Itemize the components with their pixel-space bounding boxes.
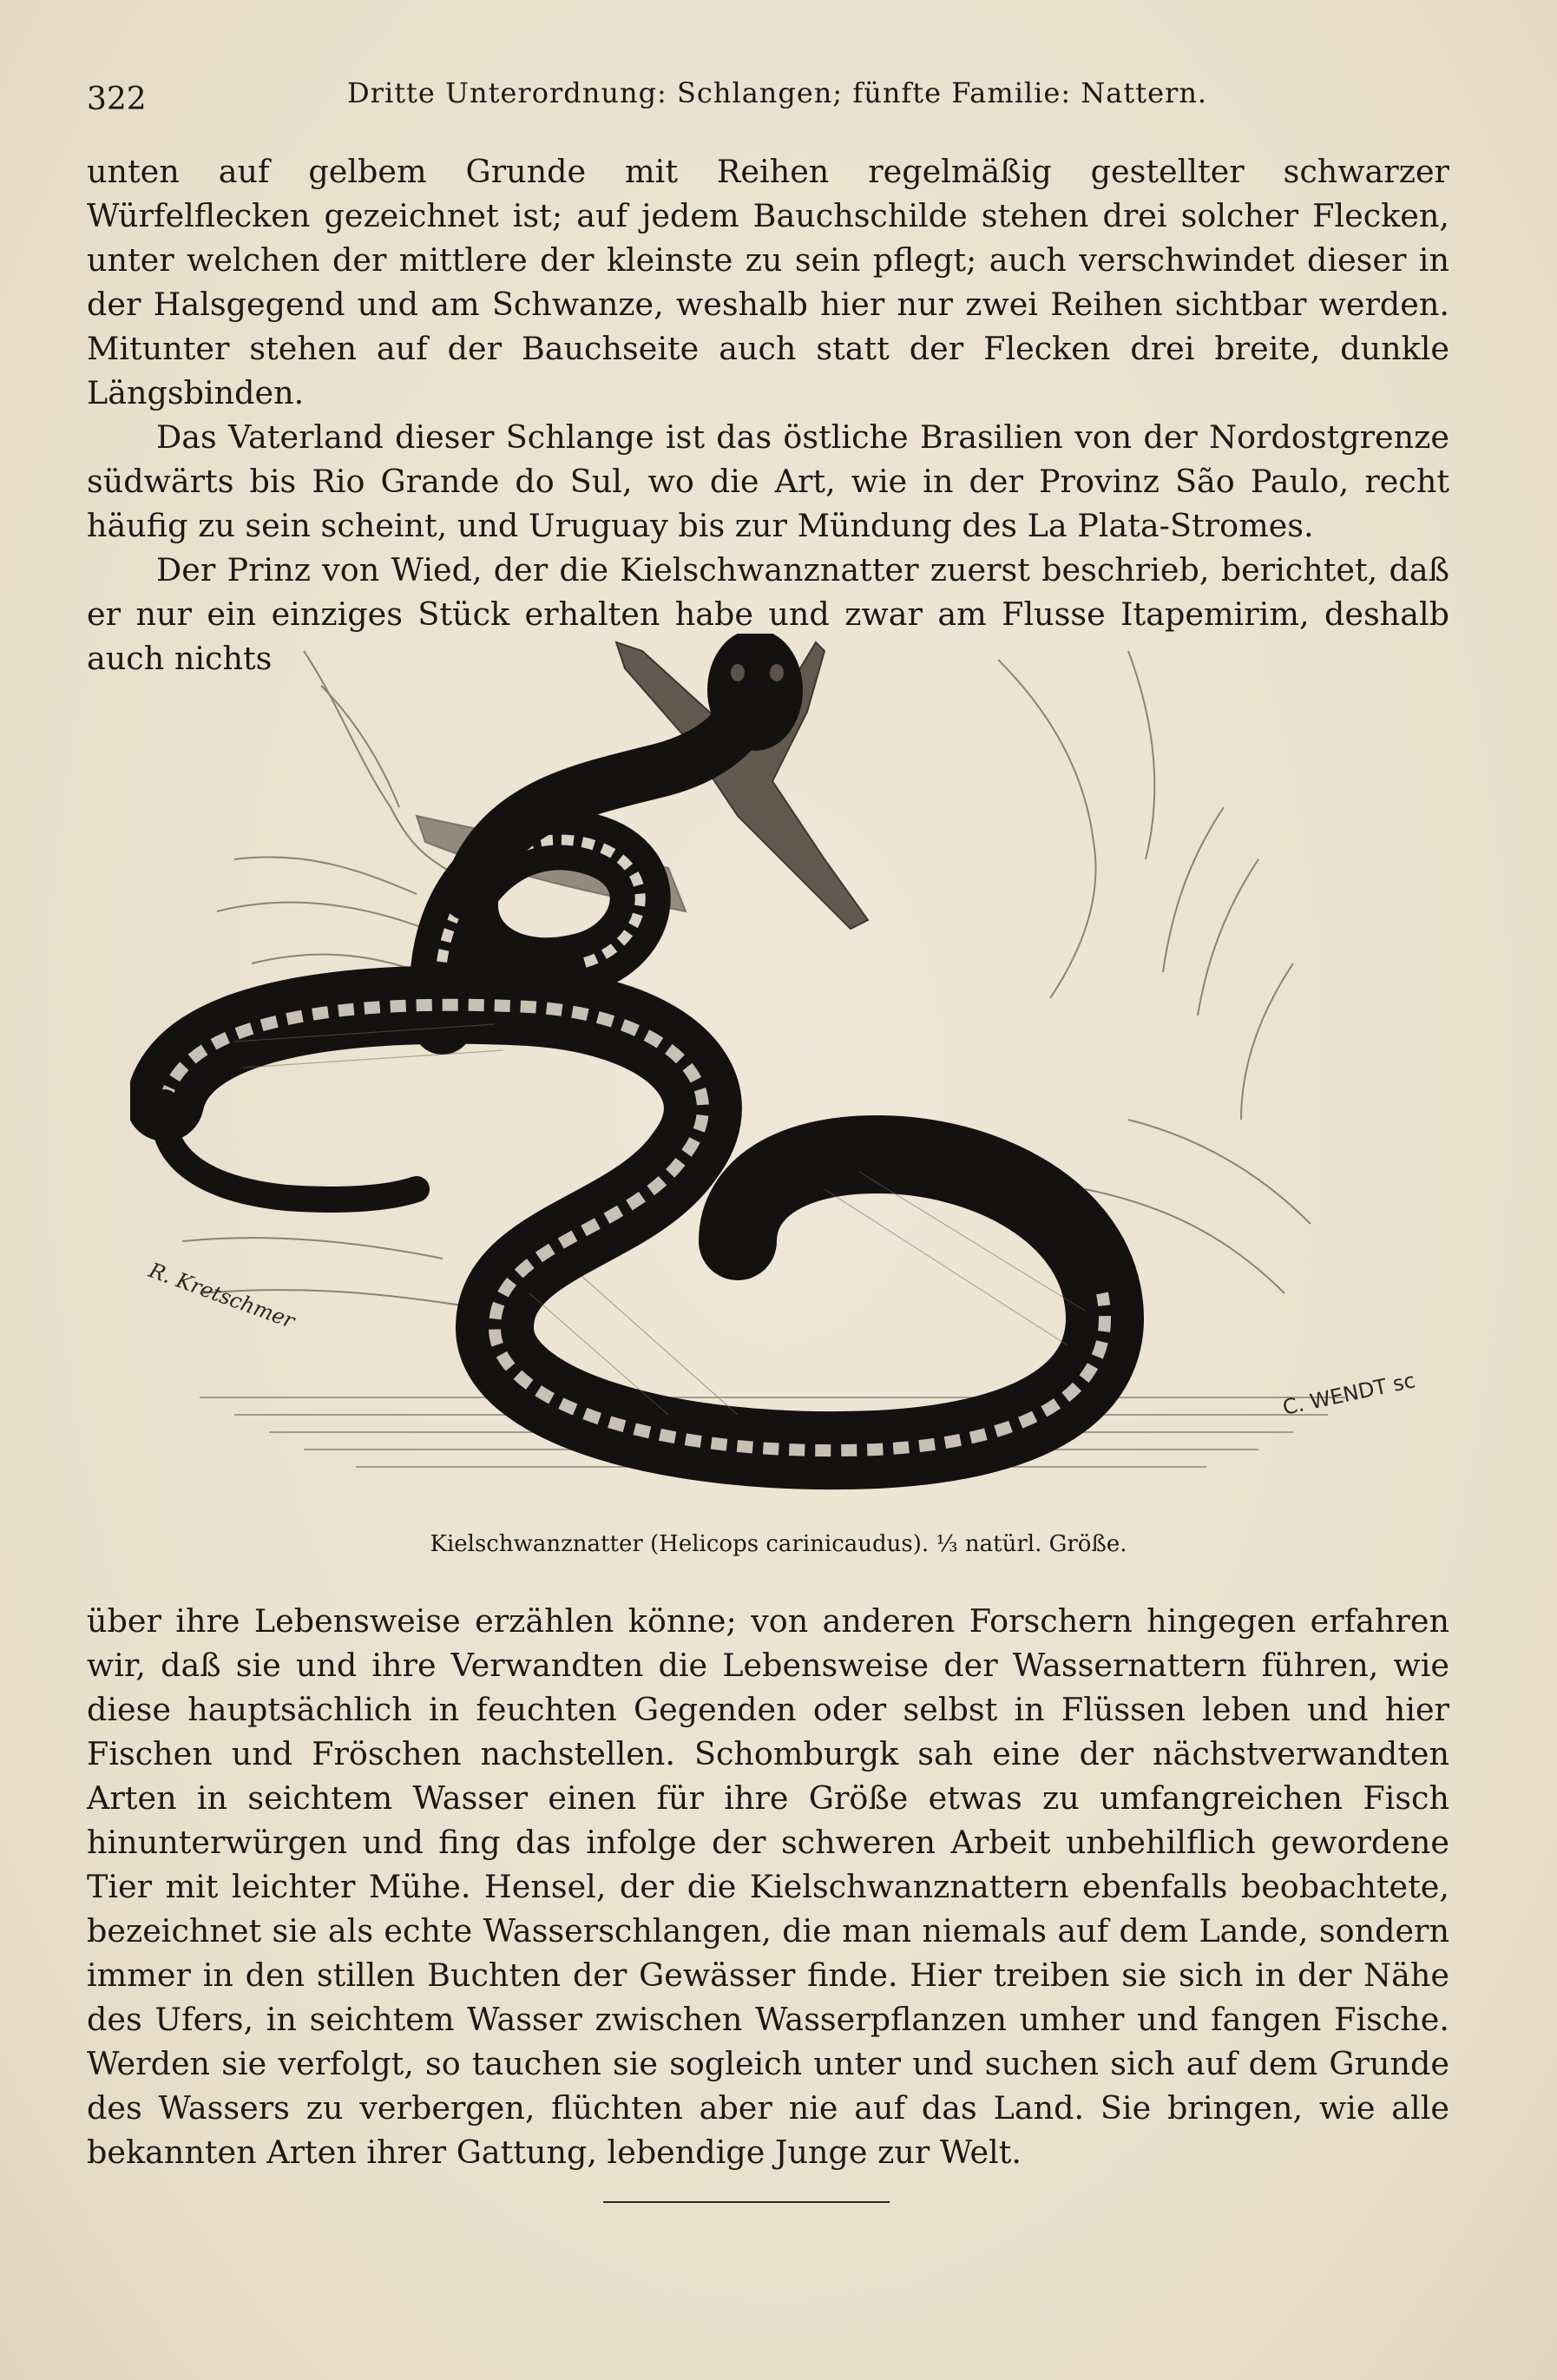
figure-caption bbox=[0, 1531, 1557, 1557]
snake-illustration bbox=[130, 634, 1432, 1510]
paragraph: unten auf gelbem Grunde mit Reihen regelmäßig gestellter schwarzer Würfelflecken gezeichnet ist; auf jedem Bauchschilde stehen drei solcher Flecken, unter welchen der mittlere der kleinste zu sein pflegt; auch verschwindet dieser in der Halsgegend und am Schwanze, weshalb hier nur zwei Reihen sichtbar werden. Mitunter stehen auf der Bauchseite auch statt der Flecken drei breite, dunkle Längsbinden. bbox=[87, 153, 1449, 411]
snake-eye-icon bbox=[731, 664, 745, 681]
snake-engraving bbox=[130, 634, 1432, 1510]
snake-eye-icon bbox=[770, 664, 784, 681]
snake-tail bbox=[164, 1102, 417, 1200]
page-number: 322 bbox=[87, 82, 147, 117]
caption-common-name: Kielschwanznatter bbox=[430, 1531, 643, 1557]
page-header bbox=[87, 76, 1441, 120]
end-rule-divider bbox=[603, 2201, 890, 2203]
paragraph: Das Vaterland dieser Schlange ist das östliche Brasilien von der Nordostgrenze südwärts bis Rio Grande do Sul, wo die Art, wie in der Provinz São Paulo, recht häufig zu sein scheint, und Uruguay bis zur Mündung des La Plata-Stromes. bbox=[87, 418, 1449, 544]
paragraph: Der Prinz von Wied, der die Kielschwanznatter zuerst beschrieb, berichtet, daß er nur ein einziges Stück erhalten habe und zwar am Flusse Itapemirim, deshalb auch nichts bbox=[87, 551, 1449, 677]
paragraph: über ihre Lebensweise erzählen könne; von anderen Forschern hingegen erfahren wir, daß sie und ihre Verwandten die Lebensweise der Wassernattern führen, wie diese hauptsächlich in feuchten Gegenden oder selbst in Flüssen leben und hier Fischen und Fröschen nachstellen. Schomburgk sah eine der nächstverwandten Arten in seichtem Wasser einen für ihre Größe etwas zu umfangreichen Fisch hinunterwürgen und fing das infolge der schweren Arbeit unbehilflich gewordene Tier mit leichter Mühe. Hensel, der die Kielschwanznattern ebenfalls beobachtete, bezeichnet sie als echte Wasserschlangen, die man niemals auf dem Lande, sondern immer in den stillen Buchten der Gewässer finde. Hier treiben sie sich in der Nähe des Ufers, in seichtem Wasser zwischen Wasserpflanzen umher und fangen Fische. Werden sie verfolgt, so tauchen sie sogleich unter und suchen sich auf dem Grunde des Wassers zu verbergen, flüchten aber nie auf das Land. Sie bringen, wie alle bekannten Arten ihrer Gattung, lebendige Junge zur Welt. bbox=[87, 1602, 1449, 2171]
running-head: Dritte Unterordnung: Schlangen; fünfte Familie: Nattern. bbox=[347, 76, 1208, 109]
caption-latin-name: (Helicops carinicaudus). bbox=[650, 1531, 930, 1557]
snake-head bbox=[707, 634, 803, 751]
snake-body-loop bbox=[165, 1005, 1105, 1450]
text-block-top bbox=[87, 149, 1449, 680]
artist-signature: R. Kretschmer bbox=[145, 1258, 299, 1333]
engraver-signature: C. WENDT sc bbox=[1280, 1368, 1418, 1420]
text-block-bottom bbox=[87, 1599, 1449, 2174]
caption-scale: ⅓ natürl. Größe. bbox=[936, 1531, 1127, 1557]
